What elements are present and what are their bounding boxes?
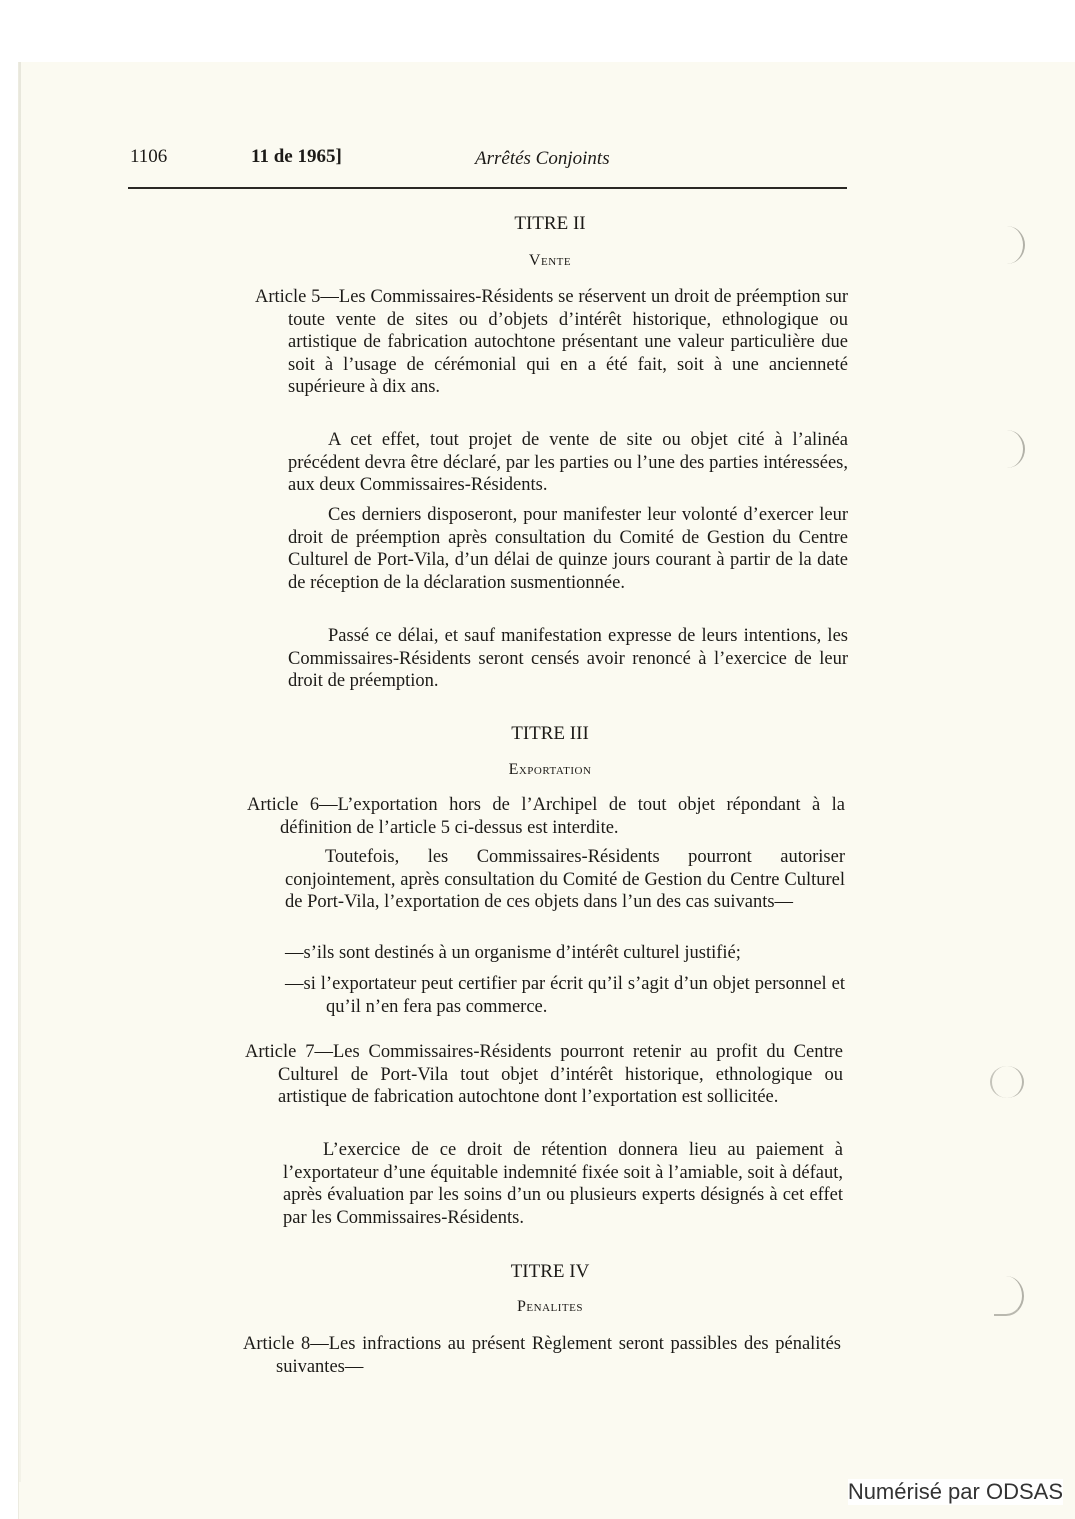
titre-iii-heading: TITRE III xyxy=(511,723,589,744)
article-6-text: —L’exportation hors de l’Archipel de tout objet répondant à la définition de l’article 5 ci-dessus est interdite. xyxy=(280,795,845,838)
penalites-subheading: Penalites xyxy=(517,1298,583,1315)
article-5-paragraph-2: A cet effet, tout projet de vente de site ou objet cité à l’alinéa précédent devra être déclaré, par les parties ou l’une des parties intéressées, aux deux Commissaires-Résidents. xyxy=(288,430,848,496)
page-edge xyxy=(19,62,21,1482)
page-number: 1106 xyxy=(130,146,168,167)
running-title: Arrêtés Conjoints xyxy=(475,148,610,169)
article-6-label: Article 6 xyxy=(247,795,320,815)
article-6 xyxy=(247,794,845,839)
article-5 xyxy=(255,286,848,399)
article-7 xyxy=(245,1041,843,1109)
titre-ii-heading: TITRE II xyxy=(514,213,586,234)
vente-subheading: Vente xyxy=(528,252,572,269)
article-7-text: —Les Commissaires-Résidents pourront retenir au profit du Centre Culturel de Port-Vila tout objet d’intérêt historique, ethnologique ou artistique de fabrication autochtone dont l’exportation est sollicitée. xyxy=(278,1042,843,1108)
header-year: 11 de 1965] xyxy=(251,146,342,167)
article-8-text: —Les infractions au présent Règlement seront passibles des pénalités suivantes— xyxy=(276,1334,841,1377)
article-8 xyxy=(243,1333,841,1378)
article-5-paragraph-3: Ces derniers disposeront, pour manifester leur volonté d’exercer leur droit de préemption après consultation du Comité de Gestion du Centre Culturel de Port-Vila, d’un délai de quinze jours courant à partir de la date de réception de la déclaration susmentionnée. xyxy=(288,505,848,593)
article-7-label: Article 7 xyxy=(245,1042,315,1062)
article-5-text: —Les Commissaires-Résidents se réservent un droit de préemption sur toute vente de sites ou d’objets d’intérêt historique, ethnologique ou artistique de fabrication autochtone présentant une valeur particulière due soit à l’usage de cérémonial qui en a été fait, soit à une ancienneté supérieure à dix ans. xyxy=(288,287,848,398)
article-8-label: Article 8 xyxy=(243,1334,311,1354)
header-rule xyxy=(128,187,847,189)
article-5-paragraph-4: Passé ce délai, et sauf manifestation expresse de leurs intentions, les Commissaires-Résidents seront censés avoir renoncé à l’exercice de leur droit de préemption. xyxy=(288,626,848,692)
article-6-case-1: —s’ils sont destinés à un organisme d’intérêt culturel justifié; xyxy=(285,943,741,963)
article-6-case-2: —si l’exportateur peut certifier par écrit qu’il s’agit d’un objet personnel et qu’il n’en fera pas commerce. xyxy=(285,974,845,1017)
punch-hole-mark xyxy=(990,1066,1024,1098)
titre-iv-heading: TITRE IV xyxy=(510,1261,590,1282)
digitization-watermark: Numérisé par ODSAS xyxy=(847,1479,1063,1504)
article-7-paragraph-2: L’exercice de ce droit de rétention donnera lieu au paiement à l’exportateur d’une équitable indemnité fixée soit à l’amiable, soit à défaut, après évaluation par les soins d’un ou plusieurs experts désignés à cet effet par les Commissaires-Résidents. xyxy=(283,1140,843,1228)
article-5-label: Article 5 xyxy=(255,287,321,307)
exportation-subheading: Exportation xyxy=(508,761,592,778)
article-6-paragraph-2: Toutefois, les Commissaires-Résidents pourront autoriser conjointement, après consultation du Comité de Gestion du Centre Culturel de Port-Vila, l’exportation de ces objets dans l’un des cas suivants— xyxy=(285,847,845,913)
